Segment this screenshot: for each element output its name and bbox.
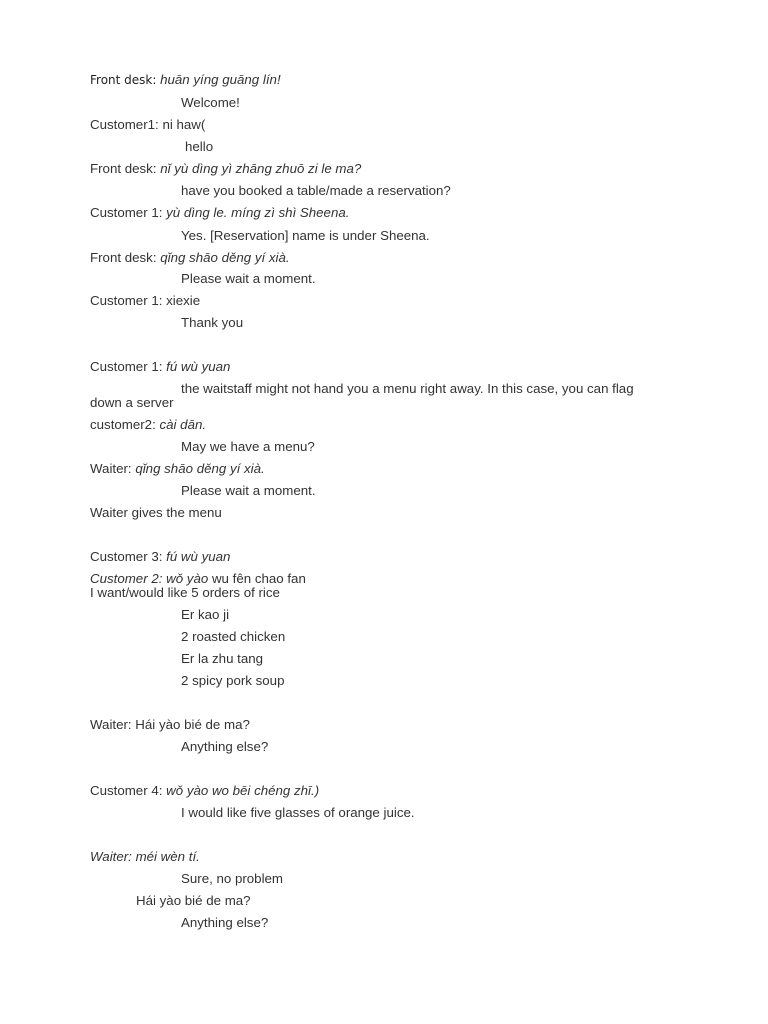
translation-line: Please wait a moment. (181, 483, 316, 498)
pinyin-text: qǐng shāo děng yí xià. (160, 250, 290, 265)
pinyin-text: ni haw( (162, 117, 206, 132)
dialogue-line (90, 293, 200, 309)
translation-line: May we have a menu? (181, 439, 315, 454)
speaker-label: Customer1: (90, 117, 159, 132)
order-item-pinyin: Er kao ji (181, 607, 230, 622)
pinyin-text: nǐ yù dìng yì zhāng zhuō zi le ma? (160, 161, 362, 176)
pinyin-text: fú wù yuan (166, 359, 231, 374)
pinyin-text: cài dān. (159, 417, 207, 432)
dialogue-line: Waiter: méi wèn tí. (90, 849, 200, 864)
pinyin-text: wu fên chao fan (211, 571, 306, 586)
dialogue-line (90, 461, 265, 477)
speaker-label: Front desk: (90, 250, 157, 265)
translation-line: Thank you (181, 315, 244, 330)
translation-line: Sure, no problem (181, 871, 283, 886)
translation-line: I would like five glasses of orange juice. (181, 805, 415, 820)
narration-line: Waiter gives the menu (90, 505, 222, 520)
speaker-label: Front desk: (90, 161, 157, 176)
speaker-label: Front desk: (90, 73, 157, 87)
dialogue-line (90, 117, 205, 133)
dialogue-line (90, 359, 230, 375)
speaker-label: Waiter: (90, 461, 132, 476)
dialogue-line (90, 161, 361, 177)
dialogue-line: Hái yào bié de ma? (136, 893, 251, 908)
translation-line: I want/would like 5 orders of rice (90, 585, 280, 600)
dialogue-line: Waiter: Hái yào bié de ma? (90, 717, 250, 732)
dialogue-line (90, 783, 319, 799)
speaker-label: Customer 4: (90, 783, 163, 798)
note-line: down a server (90, 395, 174, 410)
speaker-label: Customer 1: (90, 293, 163, 308)
order-item-translation: 2 spicy pork soup (181, 673, 285, 688)
dialogue-line (90, 417, 206, 433)
dialogue-line (90, 250, 290, 266)
speaker-label: Customer 1: (90, 359, 163, 374)
note-line: the waitstaff might not hand you a menu right away. In this case, you can flag (181, 381, 634, 396)
order-item-pinyin: Er la zhu tang (181, 651, 264, 666)
pinyin-text: qǐng shāo děng yí xià. (135, 461, 265, 476)
translation-line: Please wait a moment. (181, 271, 316, 286)
speaker-label: customer2: (90, 417, 156, 432)
dialogue-line (90, 549, 230, 565)
order-item-translation: 2 roasted chicken (181, 629, 286, 644)
pinyin-text: huān yíng guāng lín! (160, 72, 281, 87)
translation-line: Welcome! (181, 95, 240, 110)
pinyin-text: fú wù yuan (166, 549, 231, 564)
translation-line: Anything else? (181, 915, 269, 930)
pinyin-text: yù dìng le. míng zì shì Sheena. (166, 205, 350, 220)
speaker-label: Customer 3: (90, 549, 163, 564)
translation-line: hello (185, 139, 214, 154)
speaker-label: Customer 1: (90, 205, 163, 220)
dialogue-line (90, 72, 281, 88)
translation-line: Yes. [Reservation] name is under Sheena. (181, 228, 430, 243)
speaker-label: Customer 2: wǒ yào (90, 571, 209, 586)
translation-line: have you booked a table/made a reservation? (181, 183, 451, 198)
pinyin-text: xiexie (166, 293, 201, 308)
dialogue-line (90, 205, 349, 221)
translation-line: Anything else? (181, 739, 269, 754)
pinyin-text: wǒ yào wo bēi chéng zhī.) (166, 783, 320, 798)
